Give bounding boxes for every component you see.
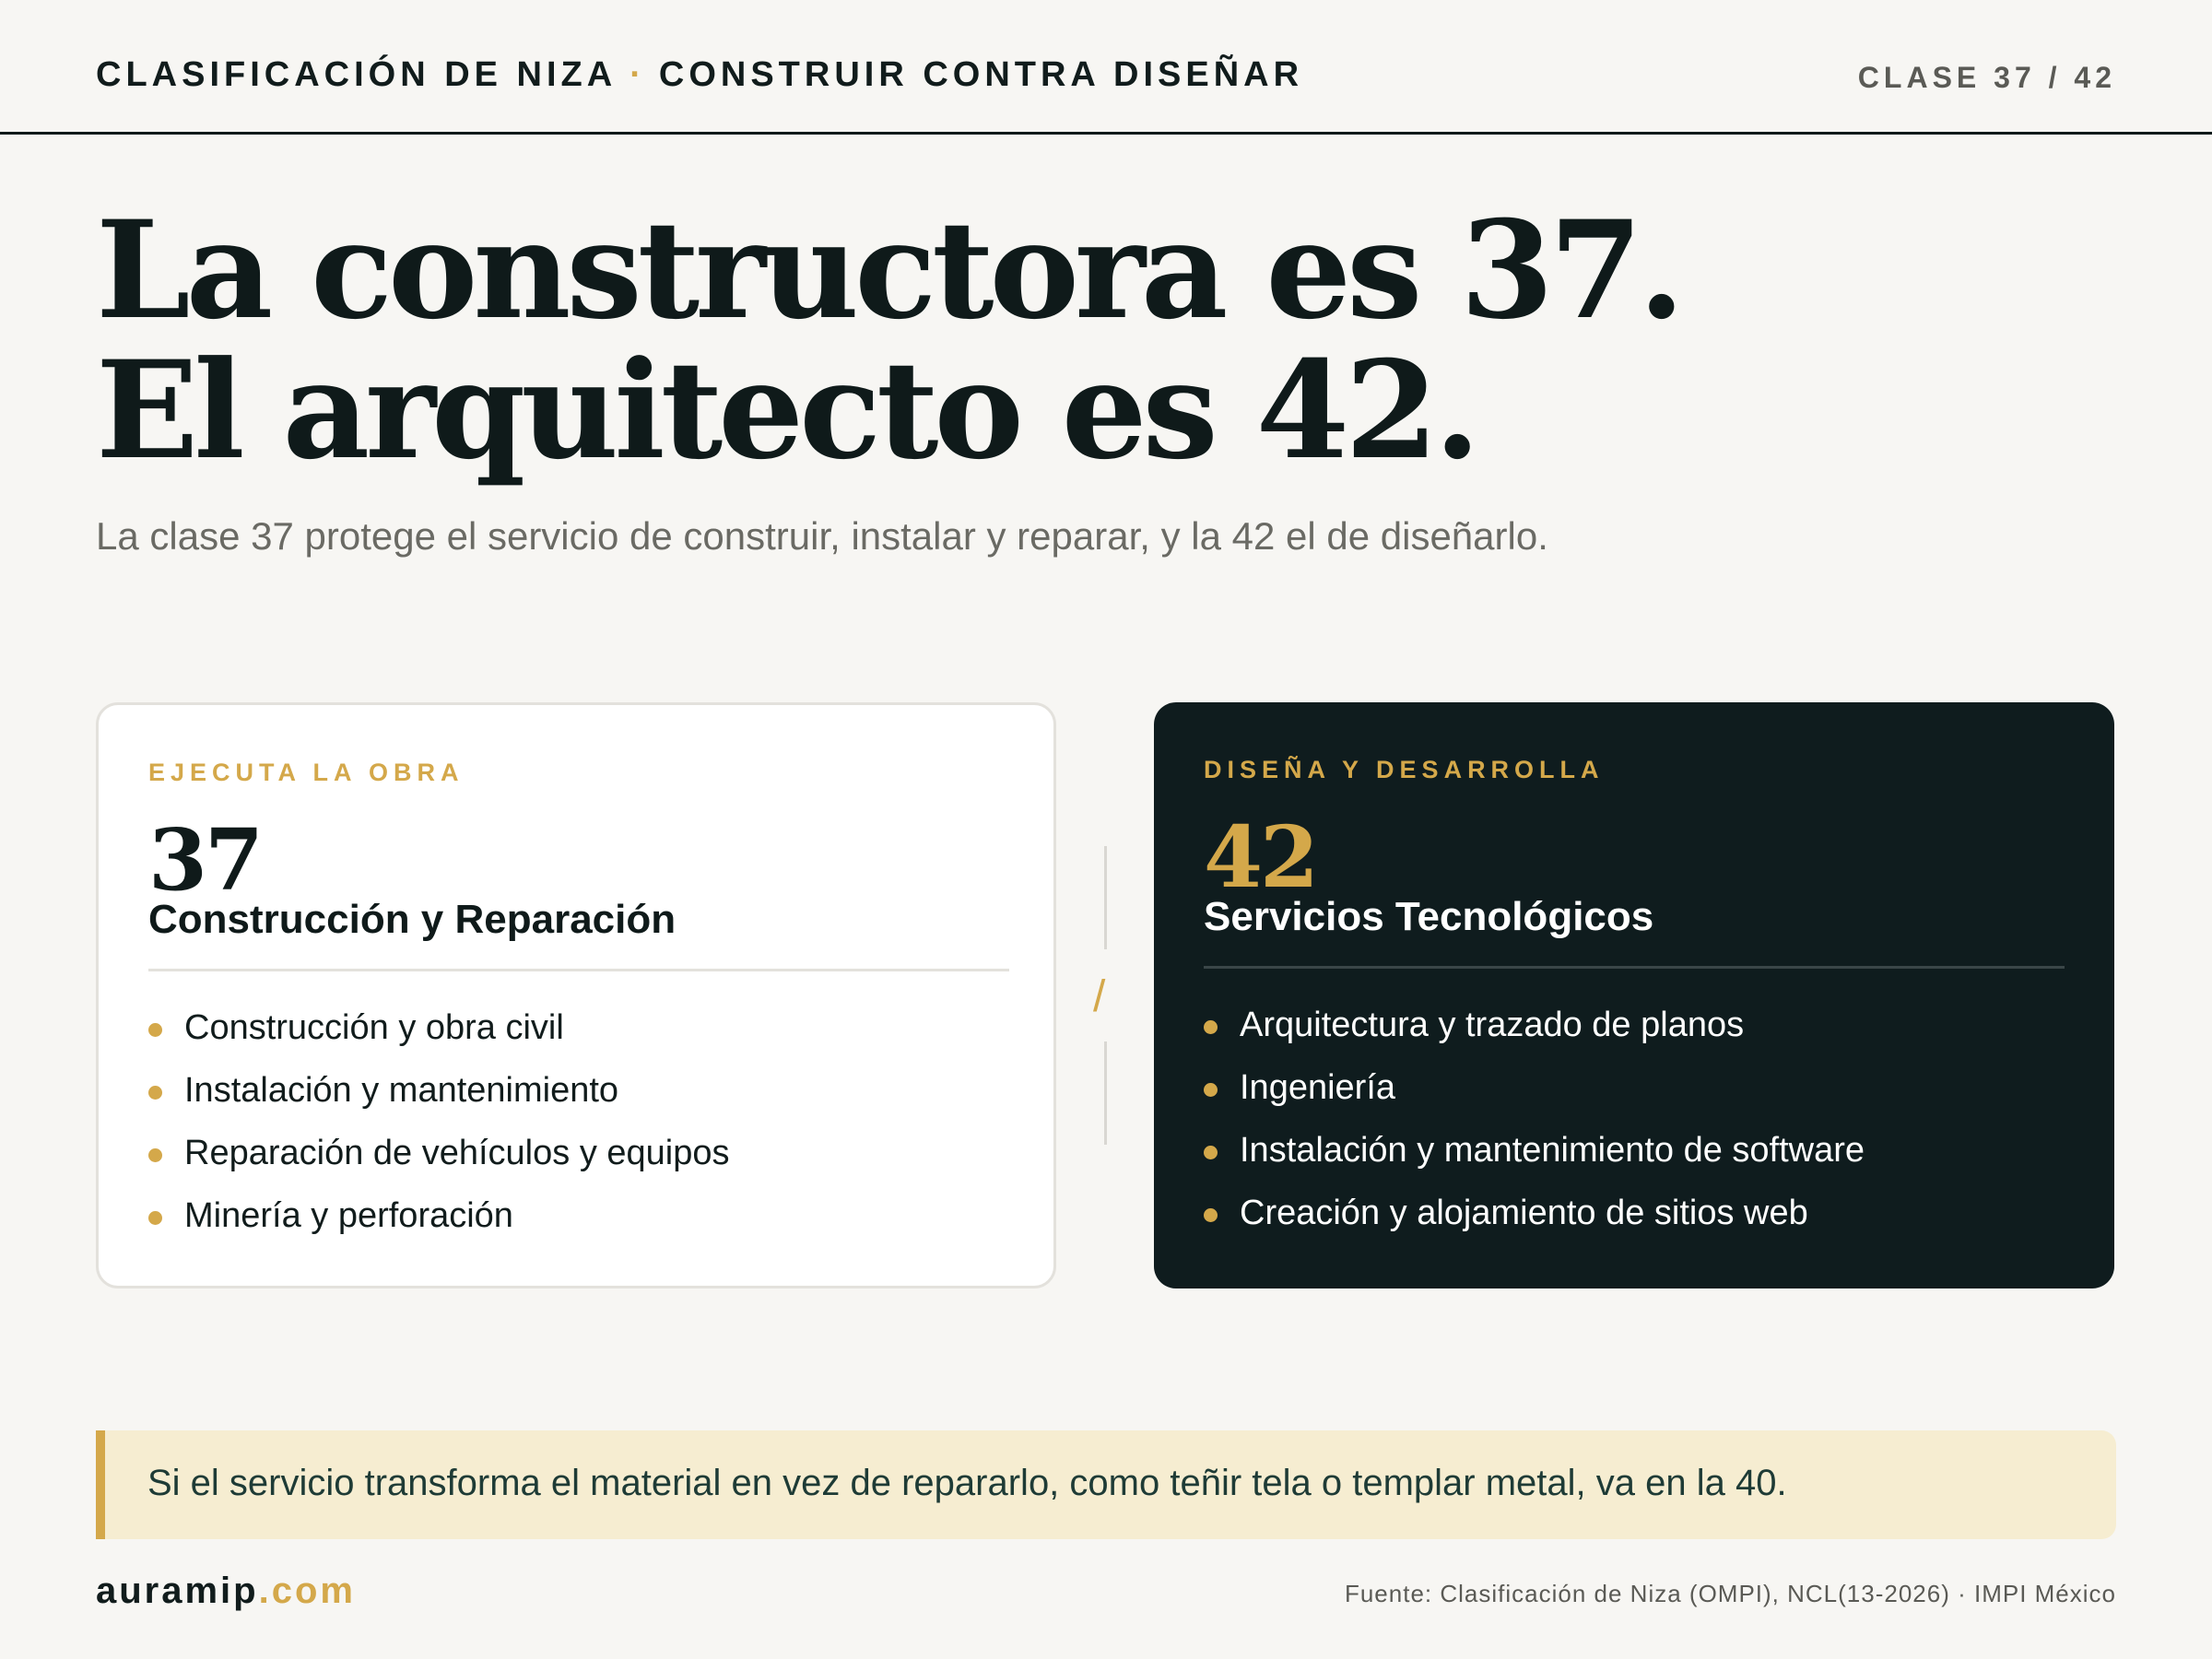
card-eyebrow: EJECUTA LA OBRA xyxy=(148,759,465,786)
page-indicator: CLASE 37 / 42 xyxy=(1857,61,2116,94)
page-subtitle: La clase 37 protege el servicio de construir, instalar y reparar, y la 42 el de diseñarlo. xyxy=(96,514,1548,558)
list-item-label: Instalación y mantenimiento xyxy=(184,1071,619,1110)
divider-line-top xyxy=(1104,846,1107,949)
class-37-list xyxy=(148,996,730,1247)
list-item xyxy=(1204,1056,1865,1119)
brand-link[interactable] xyxy=(96,1571,356,1612)
page-title xyxy=(96,192,2031,489)
breadcrumb-section: CLASIFICACIÓN DE NIZA xyxy=(96,55,618,94)
card-divider xyxy=(1204,966,2065,969)
slash-icon: / xyxy=(1093,972,1106,1021)
class-name: Servicios Tecnológicos xyxy=(1204,894,1654,939)
list-item xyxy=(148,1059,730,1122)
bullet-dot-icon xyxy=(148,1023,162,1037)
class-number: 37 xyxy=(148,810,262,910)
list-item xyxy=(148,996,730,1059)
bullet-dot-icon xyxy=(1204,1020,1218,1034)
list-item xyxy=(148,1184,730,1247)
bullet-dot-icon xyxy=(1204,1146,1218,1159)
class-name: Construcción y Reparación xyxy=(148,897,677,942)
title-line-2: El arquitecto es 42. xyxy=(96,332,1477,489)
list-item-label: Instalación y mantenimiento de software xyxy=(1240,1131,1865,1170)
list-item-label: Minería y perforación xyxy=(184,1196,513,1235)
header-bar xyxy=(0,0,2212,135)
list-item xyxy=(1204,1182,1865,1244)
breadcrumb-topic: CONSTRUIR CONTRA DISEÑAR xyxy=(658,55,1304,94)
breadcrumb xyxy=(96,55,1303,95)
source-citation: Fuente: Clasificación de Niza (OMPI), NCL(13-2026) · IMPI México xyxy=(1344,1580,2116,1607)
callout-text: Si el servicio transforma el material en vez de repararlo, como teñir tela o templar metal, va en la 40. xyxy=(147,1463,1787,1503)
breadcrumb-separator: · xyxy=(629,55,646,94)
list-item-label: Reparación de vehículos y equipos xyxy=(184,1134,730,1172)
bullet-dot-icon xyxy=(148,1211,162,1225)
list-item xyxy=(1204,1119,1865,1182)
bullet-dot-icon xyxy=(148,1148,162,1162)
class-number: 42 xyxy=(1204,807,1317,907)
card-divider xyxy=(148,969,1009,971)
list-item-label: Creación y alojamiento de sitios web xyxy=(1240,1194,1808,1232)
class-37-card xyxy=(96,702,1056,1288)
list-item-label: Arquitectura y trazado de planos xyxy=(1240,1006,1745,1044)
divider-line-bottom xyxy=(1104,1041,1107,1145)
card-eyebrow: DISEÑA Y DESARROLLA xyxy=(1204,756,1605,783)
bullet-dot-icon xyxy=(148,1086,162,1100)
class-42-list xyxy=(1204,994,1865,1244)
list-item-label: Construcción y obra civil xyxy=(184,1008,564,1047)
bullet-dot-icon xyxy=(1204,1208,1218,1222)
brand-tld: .com xyxy=(258,1571,356,1611)
brand-name: auramip xyxy=(96,1571,259,1611)
note-callout xyxy=(96,1430,2116,1539)
list-item xyxy=(1204,994,1865,1056)
list-item xyxy=(148,1122,730,1184)
bullet-dot-icon xyxy=(1204,1083,1218,1097)
list-item-label: Ingeniería xyxy=(1240,1068,1396,1107)
class-42-card xyxy=(1154,702,2114,1288)
title-line-1: La constructora es 37. xyxy=(96,192,1681,349)
